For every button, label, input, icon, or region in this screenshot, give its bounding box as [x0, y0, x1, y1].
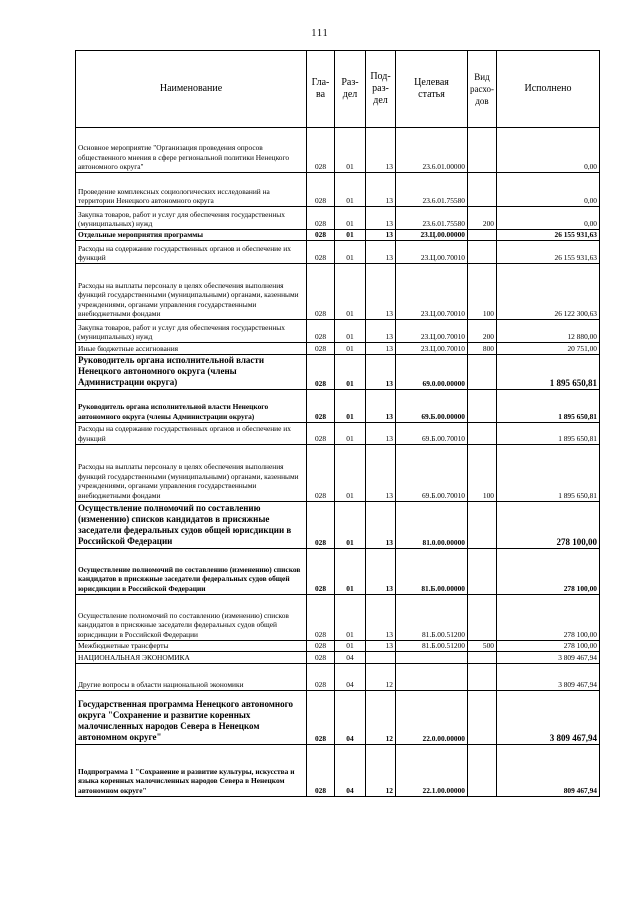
cell-target	[396, 651, 468, 663]
cell-type	[468, 690, 497, 744]
cell-sec: 01	[335, 264, 366, 320]
cell-type: 100	[468, 444, 497, 501]
table-row	[76, 128, 600, 173]
table-row	[76, 690, 600, 744]
header-expense-type: Вид расхо- дов	[468, 51, 497, 128]
cell-sec: 01	[335, 594, 366, 640]
cell-target: 22.0.00.00000	[396, 690, 468, 744]
page-number: 111	[311, 28, 329, 39]
cell-sec: 01	[335, 320, 366, 343]
cell-sec: 04	[335, 663, 366, 690]
table-row	[76, 355, 600, 390]
cell-type	[468, 389, 497, 422]
cell-name: НАЦИОНАЛЬНАЯ ЭКОНОМИКА	[76, 651, 307, 663]
cell-target: 23.Ц.00.70010	[396, 241, 468, 264]
cell-amount: 278 100,00	[497, 640, 600, 651]
cell-name: Отдельные мероприятия программы	[76, 230, 307, 241]
cell-target: 81.Б.00.51200	[396, 594, 468, 640]
cell-sub: 12	[366, 744, 396, 796]
cell-name: Межбюджетные трансферты	[76, 640, 307, 651]
table-row	[76, 230, 600, 241]
cell-name: Подпрограмма 1 "Сохранение и развитие культуры, искусства и языка коренных малочисленных народов Севера в Ненецком автономном округе"	[76, 744, 307, 796]
cell-ch: 028	[307, 663, 335, 690]
cell-sec: 01	[335, 422, 366, 444]
cell-ch: 028	[307, 207, 335, 230]
cell-sec: 01	[335, 501, 366, 548]
cell-amount: 20 751,00	[497, 343, 600, 355]
cell-sec: 04	[335, 690, 366, 744]
cell-target: 81.Б.00.00000	[396, 548, 468, 594]
cell-type	[468, 744, 497, 796]
table-row	[76, 320, 600, 343]
cell-target: 23.6.01.75580	[396, 173, 468, 207]
table-header-row	[76, 51, 600, 128]
cell-name: Другие вопросы в области национальной экономики	[76, 663, 307, 690]
cell-name: Расходы на выплаты персоналу в целях обеспечения выполнения функций государственными (муниципальными) органами, казенными учреждениями, органами управления государственными внебюджетными фондами	[76, 264, 307, 320]
table-row	[76, 422, 600, 444]
cell-ch: 028	[307, 594, 335, 640]
cell-amount: 1 895 650,81	[497, 444, 600, 501]
cell-ch: 028	[307, 128, 335, 173]
cell-name: Расходы на содержание государственных органов и обеспечение их функций	[76, 241, 307, 264]
cell-amount: 1 895 650,81	[497, 355, 600, 390]
cell-target: 81.Б.00.51200	[396, 640, 468, 651]
header-section: Раз- дел	[335, 51, 366, 128]
cell-type	[468, 173, 497, 207]
cell-sub: 13	[366, 128, 396, 173]
cell-amount: 26 155 931,63	[497, 241, 600, 264]
cell-type: 200	[468, 320, 497, 343]
cell-name: Закупка товаров, работ и услуг для обеспечения государственных (муниципальных) нужд	[76, 320, 307, 343]
cell-name: Иные бюджетные ассигнования	[76, 343, 307, 355]
cell-sub: 13	[366, 230, 396, 241]
cell-ch: 028	[307, 173, 335, 207]
cell-sub: 13	[366, 501, 396, 548]
cell-ch: 028	[307, 230, 335, 241]
header-name: Наименование	[76, 51, 307, 128]
cell-sub: 13	[366, 355, 396, 390]
cell-name: Расходы на выплаты персоналу в целях обеспечения выполнения функций государственными (муниципальными) органами, казенными учреждениями, органами управления государственными внебюджетными фондами	[76, 444, 307, 501]
cell-target	[396, 663, 468, 690]
cell-type	[468, 594, 497, 640]
cell-sec: 01	[335, 173, 366, 207]
cell-name: Государственная программа Ненецкого автономного округа "Сохранение и развитие коренных малочисленных народов Севера в Ненецком автономном округе"	[76, 690, 307, 744]
cell-sub: 13	[366, 241, 396, 264]
cell-target: 81.0.00.00000	[396, 501, 468, 548]
cell-target: 23.Ц.00.70010	[396, 320, 468, 343]
cell-type	[468, 501, 497, 548]
cell-type: 500	[468, 640, 497, 651]
cell-sub: 13	[366, 320, 396, 343]
cell-amount: 1 895 650,81	[497, 422, 600, 444]
cell-sec: 01	[335, 128, 366, 173]
cell-target: 69.Б.00.00000	[396, 389, 468, 422]
cell-target: 69.0.00.00000	[396, 355, 468, 390]
cell-name: Проведение комплексных социологических исследований на территории Ненецкого автономного округа	[76, 173, 307, 207]
cell-ch: 028	[307, 744, 335, 796]
cell-type	[468, 548, 497, 594]
cell-sub: 12	[366, 690, 396, 744]
cell-ch: 028	[307, 343, 335, 355]
header-executed: Исполнено	[497, 51, 600, 128]
table-row	[76, 744, 600, 796]
cell-name: Закупка товаров, работ и услуг для обеспечения государственных (муниципальных) нужд	[76, 207, 307, 230]
cell-sub: 12	[366, 663, 396, 690]
cell-sub: 13	[366, 640, 396, 651]
cell-ch: 028	[307, 320, 335, 343]
header-target: Целевая статья	[396, 51, 468, 128]
cell-ch: 028	[307, 690, 335, 744]
cell-sub: 13	[366, 444, 396, 501]
cell-sec: 04	[335, 651, 366, 663]
cell-target: 23.Ц.00.70010	[396, 264, 468, 320]
cell-sub: 13	[366, 594, 396, 640]
cell-amount: 3 809 467,94	[497, 690, 600, 744]
cell-amount: 0,00	[497, 128, 600, 173]
cell-sec: 04	[335, 744, 366, 796]
cell-ch: 028	[307, 651, 335, 663]
cell-amount: 0,00	[497, 207, 600, 230]
table-row	[76, 173, 600, 207]
cell-type	[468, 663, 497, 690]
table-row	[76, 548, 600, 594]
cell-sub: 13	[366, 173, 396, 207]
cell-ch: 028	[307, 389, 335, 422]
cell-sub: 13	[366, 422, 396, 444]
cell-ch: 028	[307, 264, 335, 320]
table-row	[76, 640, 600, 651]
cell-type	[468, 422, 497, 444]
cell-sec: 01	[335, 444, 366, 501]
cell-target: 23.Ц.00.70010	[396, 343, 468, 355]
header-subsection: Под- раз- дел	[366, 51, 396, 128]
cell-target: 23.6.01.00000	[396, 128, 468, 173]
cell-type: 800	[468, 343, 497, 355]
cell-sec: 01	[335, 230, 366, 241]
budget-table	[75, 50, 600, 797]
cell-amount: 278 100,00	[497, 501, 600, 548]
cell-amount: 26 155 931,63	[497, 230, 600, 241]
cell-sub: 13	[366, 389, 396, 422]
cell-name: Осуществление полномочий по составлению (изменению) списков кандидатов в присяжные заседатели федеральных судов общей юрисдикции в Российской Федерации	[76, 548, 307, 594]
cell-amount: 3 809 467,94	[497, 663, 600, 690]
cell-ch: 028	[307, 444, 335, 501]
cell-target: 23.6.01.75580	[396, 207, 468, 230]
cell-sec: 01	[335, 548, 366, 594]
table-row	[76, 389, 600, 422]
cell-ch: 028	[307, 355, 335, 390]
cell-type	[468, 355, 497, 390]
cell-amount: 809 467,94	[497, 744, 600, 796]
cell-name: Руководитель органа исполнительной власти Ненецкого автономного округа (члены Администрации округа)	[76, 355, 307, 390]
cell-name: Осуществление полномочий по составлению (изменению) списков кандидатов в присяжные заседатели федеральных судов общей юрисдикции в Российской Федерации	[76, 594, 307, 640]
table-row	[76, 241, 600, 264]
cell-type	[468, 230, 497, 241]
cell-sec: 01	[335, 343, 366, 355]
cell-amount: 12 880,00	[497, 320, 600, 343]
cell-ch: 028	[307, 640, 335, 651]
cell-target: 22.1.00.00000	[396, 744, 468, 796]
cell-target: 69.Б.00.70010	[396, 422, 468, 444]
header-chapter: Гла- ва	[307, 51, 335, 128]
table-row	[76, 207, 600, 230]
table-row	[76, 651, 600, 663]
cell-sub: 13	[366, 207, 396, 230]
cell-name: Осуществление полномочий по составлению (изменению) списков кандидатов в присяжные заседатели федеральных судов общей юрисдикции в Российской Федерации	[76, 501, 307, 548]
cell-amount: 3 809 467,94	[497, 651, 600, 663]
cell-ch: 028	[307, 501, 335, 548]
cell-sec: 01	[335, 355, 366, 390]
cell-amount: 278 100,00	[497, 594, 600, 640]
cell-target: 69.Б.00.70010	[396, 444, 468, 501]
cell-type: 100	[468, 264, 497, 320]
cell-sub	[366, 651, 396, 663]
cell-amount: 1 895 650,81	[497, 389, 600, 422]
cell-ch: 028	[307, 548, 335, 594]
table-row	[76, 663, 600, 690]
cell-type	[468, 241, 497, 264]
cell-sub: 13	[366, 343, 396, 355]
table-row	[76, 343, 600, 355]
cell-amount: 278 100,00	[497, 548, 600, 594]
table-row	[76, 501, 600, 548]
cell-type	[468, 651, 497, 663]
cell-sec: 01	[335, 241, 366, 264]
table-body	[76, 128, 600, 797]
cell-type	[468, 128, 497, 173]
table-row	[76, 264, 600, 320]
cell-name: Основное мероприятие "Организация проведения опросов общественного мнения в сфере региональной политики Ненецкого автономного округа"	[76, 128, 307, 173]
cell-name: Расходы на содержание государственных органов и обеспечение их функций	[76, 422, 307, 444]
table-row	[76, 444, 600, 501]
cell-sub: 13	[366, 548, 396, 594]
cell-sec: 01	[335, 389, 366, 422]
cell-ch: 028	[307, 241, 335, 264]
cell-target: 23.Ц.00.00000	[396, 230, 468, 241]
cell-amount: 26 122 300,63	[497, 264, 600, 320]
cell-type: 200	[468, 207, 497, 230]
cell-ch: 028	[307, 422, 335, 444]
cell-sec: 01	[335, 640, 366, 651]
table-row	[76, 594, 600, 640]
cell-name: Руководитель органа исполнительной власти Ненецкого автономного округа (члены Администрации округа)	[76, 389, 307, 422]
cell-sub: 13	[366, 264, 396, 320]
cell-amount: 0,00	[497, 173, 600, 207]
cell-sec: 01	[335, 207, 366, 230]
